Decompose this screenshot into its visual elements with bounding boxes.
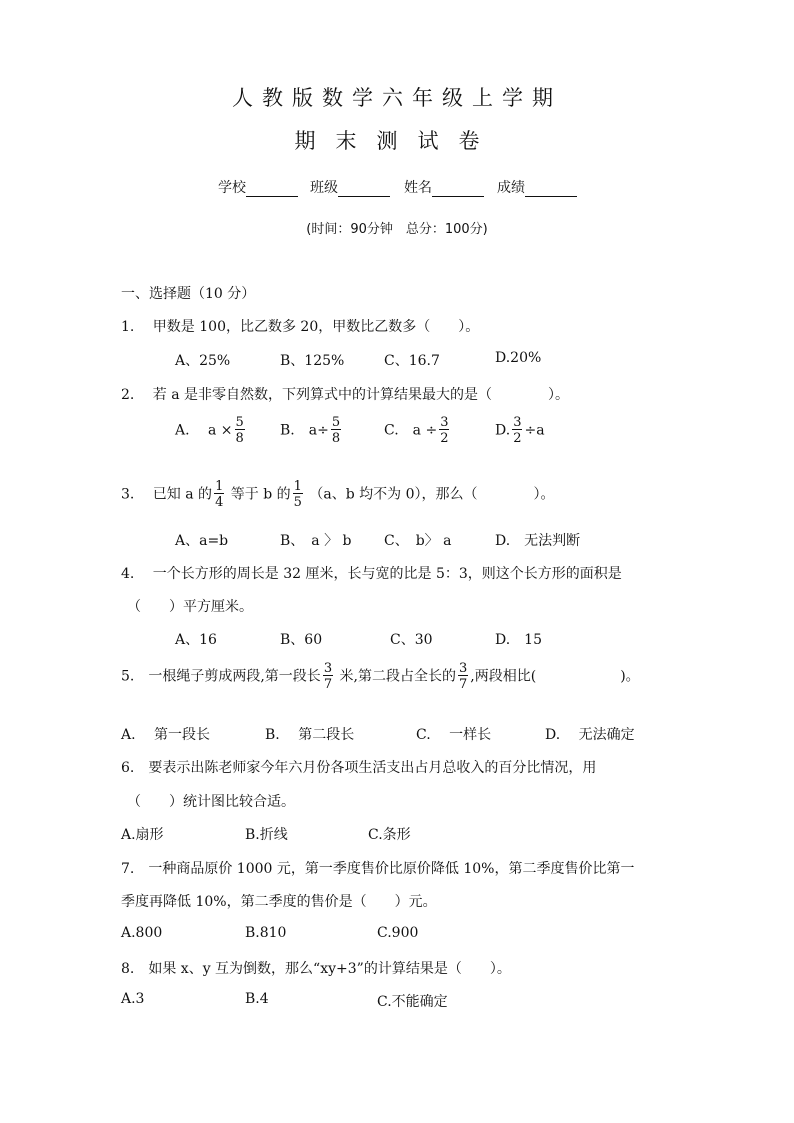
name-field xyxy=(404,177,494,197)
q7-option-b: B.810 xyxy=(245,925,287,941)
question-8-stem: 8. 如果 x、y 互为倒数，那么“xy+3”的计算结果是（ ）。 xyxy=(121,961,511,977)
q2-option-a: A. a × $\frac{5}{8}$ xyxy=(175,415,244,446)
exam-title: 人教版数学六年级上学期 xyxy=(232,86,562,110)
score-label: 成绩 xyxy=(497,180,525,196)
q4-option-b: B、60 xyxy=(280,632,323,648)
q3-option-d: D. 无法判断 xyxy=(495,533,581,549)
q1-option-a: A、25% xyxy=(175,353,231,369)
q5-option-a: A. 第一段长 xyxy=(121,727,211,743)
q2-option-b: B. a÷ $\frac{5}{8}$ xyxy=(280,415,341,446)
fraction-1-4: $\frac{1}{4}$ xyxy=(215,479,224,510)
q5-option-d: D. 无法确定 xyxy=(545,727,635,743)
fraction-3-2: $\frac{3}{2}$ xyxy=(440,415,449,446)
q1-option-d: D.20% xyxy=(495,350,542,366)
q4-option-c: C、30 xyxy=(390,632,433,648)
question-3-stem: 3. 已知 a 的 $\frac{1}{4}$ 等于 b 的 $\frac{1}{5}$ （a、b 均不为 0），那么（ ）。 xyxy=(121,479,555,510)
score-field xyxy=(497,177,587,197)
q1-option-b: B、125% xyxy=(280,353,345,369)
q4-option-a: A、16 xyxy=(175,632,217,648)
fraction-3-2: $\frac{3}{2}$ xyxy=(513,415,522,446)
exam-subtitle: 期末测试卷 xyxy=(294,129,500,153)
q4-option-d: D. 15 xyxy=(495,632,542,648)
question-7-line-1: 7. 一种商品原价 1000 元，第一季度售价比原价降低 10%，第二季度售价比第一 xyxy=(121,861,635,877)
q7-option-a: A.800 xyxy=(121,925,163,941)
fraction-1-5: $\frac{1}{5}$ xyxy=(293,479,302,510)
q6-option-b: B.折线 xyxy=(245,827,288,843)
school-blank xyxy=(246,182,298,197)
name-label: 姓名 xyxy=(404,180,432,196)
fraction-3-7: $\frac{3}{7}$ xyxy=(459,661,468,692)
q3-option-b: B、 a 〉 b xyxy=(280,533,352,549)
class-field xyxy=(310,177,400,197)
question-6-line-2: （ ）统计图比较合适。 xyxy=(127,794,295,810)
q5-option-b: B. 第二段长 xyxy=(265,727,355,743)
q8-option-b: B.4 xyxy=(245,991,269,1007)
fraction-3-7: $\frac{3}{7}$ xyxy=(323,661,333,692)
fraction-5-8: $\frac{5}{8}$ xyxy=(235,415,244,446)
q3-option-c: C、 b〉 a xyxy=(384,533,452,549)
fraction-5-8: $\frac{5}{8}$ xyxy=(331,415,341,446)
question-5-stem: 5. 一根绳子剪成两段,第一段长 $\frac{3}{7}$ 米,第二段占全长的 $\frac{3}{7}$ ,两段相比( )。 xyxy=(121,661,640,692)
q1-option-c: C、16.7 xyxy=(384,353,440,369)
q5-option-c: C. 一样长 xyxy=(416,727,492,743)
question-2-stem: 2. 若 a 是非零自然数，下列算式中的计算结果最大的是（ ）。 xyxy=(121,387,570,403)
q2-option-c: C. a ÷ $\frac{3}{2}$ xyxy=(384,415,449,446)
q8-option-a: A.3 xyxy=(121,991,145,1007)
score-blank xyxy=(525,182,577,197)
q7-option-c: C.900 xyxy=(377,925,419,941)
school-label: 学校 xyxy=(218,180,246,196)
q2-option-d: D. $\frac{3}{2}$ ÷a xyxy=(495,415,545,446)
question-4-line-2: （ ）平方厘米。 xyxy=(127,599,253,615)
question-7-line-2: 季度再降低 10%，第二季度的售价是（ ）元。 xyxy=(121,894,437,910)
school-field xyxy=(218,177,308,197)
q6-option-a: A.扇形 xyxy=(121,827,164,843)
q8-option-c: C.不能确定 xyxy=(377,994,448,1010)
q3-option-a: A、a=b xyxy=(175,533,229,549)
question-4-line-1: 4. 一个长方形的周长是 32 厘米，长与宽的比是 5：3，则这个长方形的面积是 xyxy=(121,566,622,582)
section-heading: 一、选择题（10 分） xyxy=(121,286,256,302)
question-6-line-1: 6. 要表示出陈老师家今年六月份各项生活支出占月总收入的百分比情况，用 xyxy=(121,760,597,776)
class-label: 班级 xyxy=(310,180,338,196)
q6-option-c: C.条形 xyxy=(368,827,411,843)
time-info: (时间：90分钟 总分：100分) xyxy=(306,222,488,237)
question-1-stem: 1. 甲数是 100，比乙数多 20，甲数比乙数多（ ）。 xyxy=(121,319,480,335)
name-blank xyxy=(432,182,484,197)
class-blank xyxy=(338,182,390,197)
